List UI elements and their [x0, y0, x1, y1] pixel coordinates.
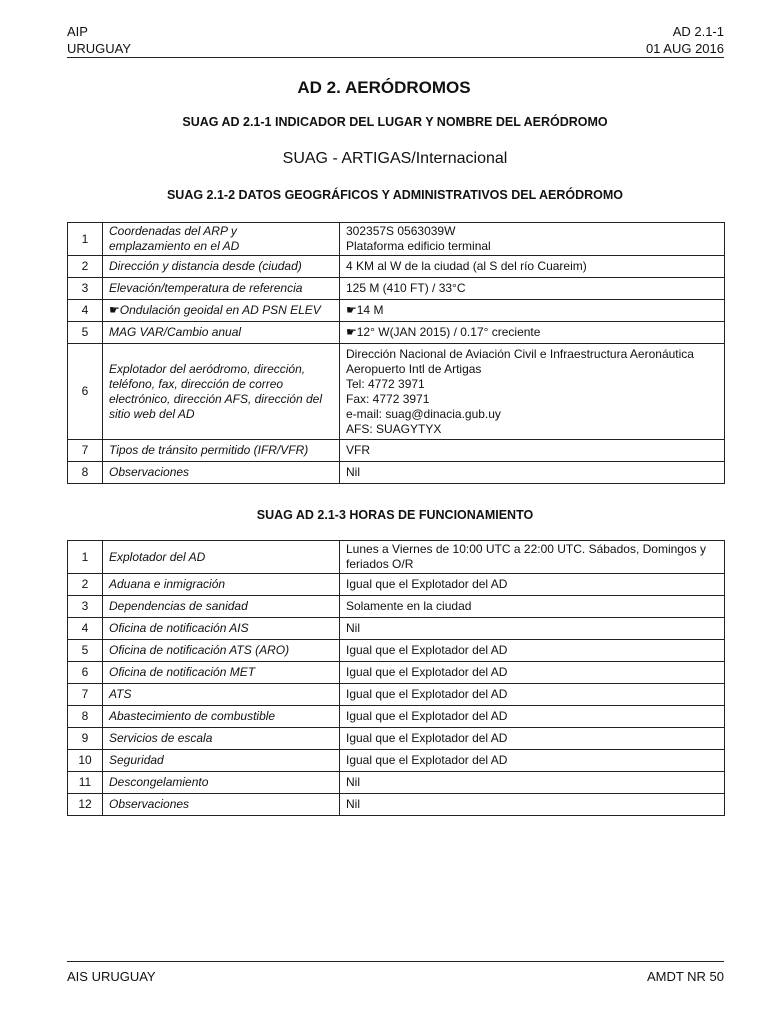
label-line: ☛Ondulación geoidal en AD PSN ELEV — [109, 303, 321, 317]
label-line: teléfono, fax, dirección de correo — [109, 376, 284, 391]
row-label — [103, 728, 340, 750]
page-title: AD 2. AERÓDROMOS — [297, 78, 471, 97]
row-value — [340, 256, 725, 278]
section2-heading: SUAG 2.1-2 DATOS GEOGRÁFICOS Y ADMINISTRATIVOS DEL AERÓDROMO — [166, 188, 624, 202]
table-row — [68, 440, 725, 462]
label-line: Observaciones — [109, 797, 190, 811]
table-row — [68, 300, 725, 322]
row-value — [340, 728, 725, 750]
row-number: 8 — [68, 706, 103, 728]
table-row — [68, 706, 725, 728]
label-line: Aduana e inmigración — [109, 577, 226, 591]
value-line: Solamente en la ciudad — [346, 599, 472, 613]
row-number: 1 — [68, 223, 103, 256]
header-right — [646, 23, 724, 57]
value-line: 302357S 0563039W — [346, 224, 456, 238]
row-number: 12 — [68, 794, 103, 816]
row-label — [103, 344, 340, 440]
label-line: Dirección y distancia desde (ciudad) — [109, 259, 302, 273]
row-number: 2 — [68, 256, 103, 278]
label-line: Explotador del aeródromo, dirección, — [109, 361, 306, 376]
row-label — [103, 223, 340, 256]
row-label — [103, 618, 340, 640]
section1-heading: SUAG AD 2.1-1 INDICADOR DEL LUGAR Y NOMBRE DEL AERÓDROMO — [182, 115, 608, 129]
value-line: 125 M (410 FT) / 33°C — [346, 281, 466, 295]
table-row — [68, 462, 725, 484]
label-line: Dependencias de sanidad — [109, 599, 248, 613]
value-line: Tel: 4772 3971 — [346, 376, 425, 391]
section3-heading: SUAG AD 2.1-3 HORAS DE FUNCIONAMIENTO — [256, 508, 534, 522]
row-value — [340, 640, 725, 662]
label-line: ATS — [109, 687, 132, 701]
value-line: Igual que el Explotador del AD — [346, 687, 508, 701]
geo-admin-table-body — [68, 223, 725, 484]
header-country: URUGUAY — [67, 41, 132, 56]
row-number: 5 — [68, 640, 103, 662]
value-line: Aeropuerto Intl de Artigas — [346, 361, 482, 376]
row-value — [340, 300, 725, 322]
table-row — [68, 750, 725, 772]
table-row — [68, 772, 725, 794]
header-date: 01 AUG 2016 — [645, 41, 724, 56]
value-line: Igual que el Explotador del AD — [346, 665, 508, 679]
value-line: Nil — [346, 775, 360, 789]
header-left — [67, 23, 131, 57]
label-line: Coordenadas del ARP y — [109, 224, 237, 238]
row-number: 7 — [68, 684, 103, 706]
row-number: 7 — [68, 440, 103, 462]
row-value — [340, 344, 725, 440]
hours-table-body — [68, 541, 725, 816]
row-label — [103, 662, 340, 684]
row-value — [340, 462, 725, 484]
row-value — [340, 440, 725, 462]
value-line: Plataforma edificio terminal — [346, 239, 491, 253]
row-label — [103, 322, 340, 344]
value-line: Igual que el Explotador del AD — [346, 753, 508, 767]
table-row — [68, 728, 725, 750]
row-value — [340, 596, 725, 618]
row-label — [103, 794, 340, 816]
table-row — [68, 640, 725, 662]
row-number: 6 — [68, 662, 103, 684]
label-line: emplazamiento en el AD — [109, 239, 240, 253]
row-label — [103, 750, 340, 772]
geo-admin-table — [67, 222, 725, 484]
row-value — [340, 574, 725, 596]
row-number: 10 — [68, 750, 103, 772]
value-line: ☛12° W(JAN 2015) / 0.17° creciente — [346, 325, 541, 339]
label-line: Tipos de tránsito permitido (IFR/VFR) — [109, 443, 309, 457]
table-row — [68, 684, 725, 706]
value-line: 4 KM al W de la ciudad (al S del río Cuareim) — [346, 259, 587, 273]
value-line: AFS: SUAGYTYX — [346, 421, 442, 436]
row-label — [103, 300, 340, 322]
row-number: 8 — [68, 462, 103, 484]
row-value — [340, 322, 725, 344]
row-value — [340, 794, 725, 816]
label-line: Descongelamiento — [109, 775, 209, 789]
label-line: Servicios de escala — [109, 731, 213, 745]
header-page-ref: AD 2.1-1 — [672, 24, 724, 39]
table-row — [68, 596, 725, 618]
header-publication: AIP — [67, 24, 88, 39]
row-value — [340, 618, 725, 640]
label-line: Observaciones — [109, 465, 190, 479]
row-label — [103, 596, 340, 618]
aerodrome-name: SUAG - ARTIGAS/Internacional — [282, 150, 508, 167]
value-line: ☛14 M — [346, 303, 384, 317]
table-row — [68, 574, 725, 596]
row-number: 9 — [68, 728, 103, 750]
value-line: Igual que el Explotador del AD — [346, 731, 508, 745]
label-line: Oficina de notificación ATS (ARO) — [109, 643, 290, 657]
label-line: Oficina de notificación MET — [109, 665, 256, 679]
row-label — [103, 706, 340, 728]
table-row — [68, 278, 725, 300]
label-line: Abastecimiento de combustible — [109, 709, 276, 723]
row-number: 1 — [68, 541, 103, 574]
row-value — [340, 772, 725, 794]
table-row — [68, 662, 725, 684]
value-line: Igual que el Explotador del AD — [346, 577, 508, 591]
label-line: MAG VAR/Cambio anual — [109, 325, 242, 339]
row-value — [340, 541, 725, 574]
row-value — [340, 223, 725, 256]
label-line: sitio web del AD — [109, 406, 195, 421]
value-line: Igual que el Explotador del AD — [346, 709, 508, 723]
table-row — [68, 322, 725, 344]
value-line: VFR — [346, 443, 370, 457]
footer-amendment: AMDT NR 50 — [646, 969, 724, 984]
row-label — [103, 278, 340, 300]
value-line: e-mail: suag@dinacia.gub.uy — [346, 406, 501, 421]
value-line: Nil — [346, 621, 360, 635]
table-row — [68, 344, 725, 440]
label-line: electrónico, dirección AFS, dirección del — [109, 391, 322, 406]
label-line: Elevación/temperatura de referencia — [109, 281, 303, 295]
row-label — [103, 574, 340, 596]
label-line: Explotador del AD — [109, 549, 206, 564]
value-line: feriados O/R — [346, 557, 414, 571]
row-number: 3 — [68, 278, 103, 300]
row-number: 11 — [68, 772, 103, 794]
row-label — [103, 256, 340, 278]
table-row — [68, 541, 725, 574]
value-line: Fax: 4772 3971 — [346, 391, 430, 406]
table-row — [68, 223, 725, 256]
value-line: Igual que el Explotador del AD — [346, 643, 508, 657]
row-value — [340, 662, 725, 684]
row-value — [340, 278, 725, 300]
row-value — [340, 706, 725, 728]
row-label — [103, 541, 340, 574]
row-number: 6 — [68, 344, 103, 440]
label-line: Seguridad — [109, 753, 164, 767]
table-row — [68, 618, 725, 640]
row-label — [103, 772, 340, 794]
row-label — [103, 462, 340, 484]
row-number: 3 — [68, 596, 103, 618]
footer-divider — [67, 961, 724, 962]
row-label — [103, 440, 340, 462]
hours-table — [67, 540, 725, 816]
row-label — [103, 684, 340, 706]
row-number: 5 — [68, 322, 103, 344]
row-value — [340, 684, 725, 706]
footer-publisher: AIS URUGUAY — [67, 969, 156, 984]
row-number: 2 — [68, 574, 103, 596]
value-line: Dirección Nacional de Aviación Civil e Infraestructura Aeronáutica — [346, 346, 694, 361]
value-line: Nil — [346, 797, 360, 811]
value-line: Nil — [346, 465, 360, 479]
row-number: 4 — [68, 300, 103, 322]
row-label — [103, 640, 340, 662]
value-line: Lunes a Viernes de 10:00 UTC a 22:00 UTC. Sábados, Domingos y — [346, 542, 706, 556]
label-line: Oficina de notificación AIS — [109, 621, 249, 635]
header-divider — [67, 57, 724, 58]
table-row — [68, 256, 725, 278]
row-number: 4 — [68, 618, 103, 640]
row-value — [340, 750, 725, 772]
table-row — [68, 794, 725, 816]
